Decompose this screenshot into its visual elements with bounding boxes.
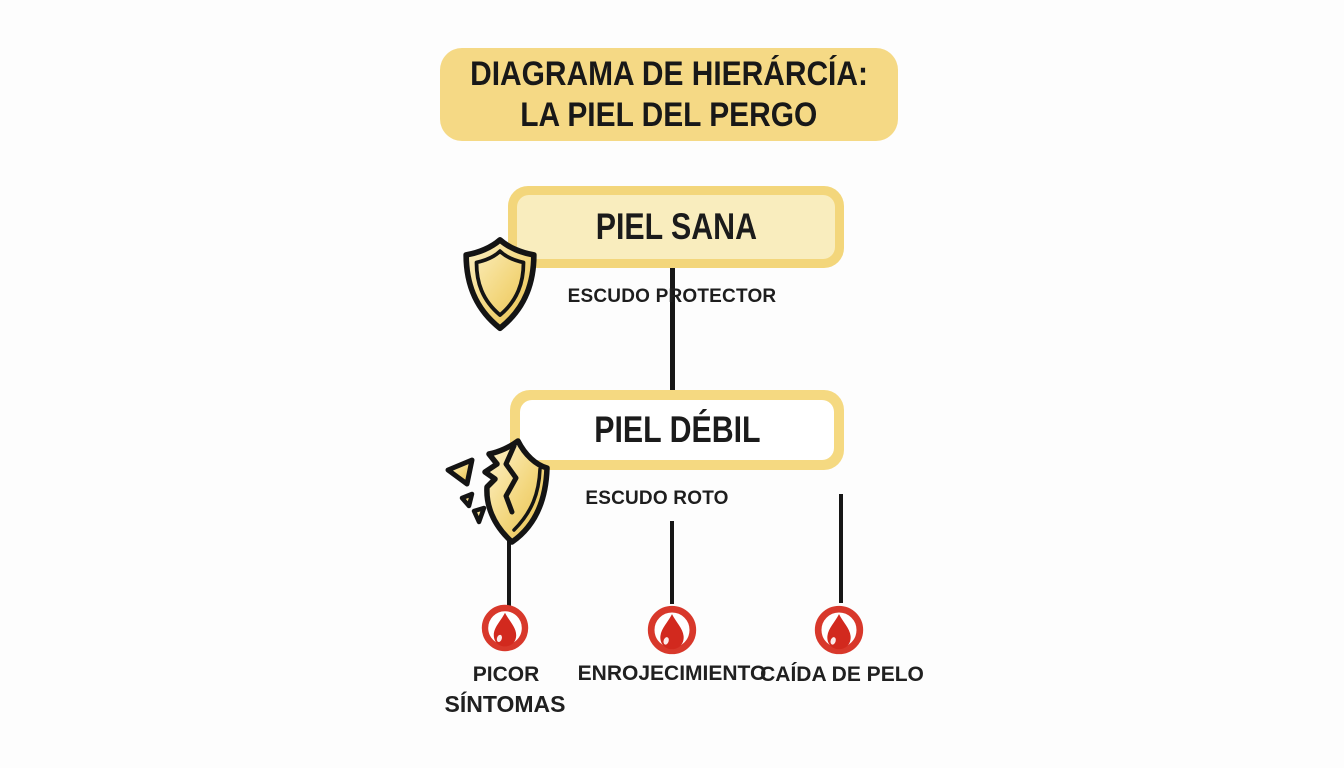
connector-to-enrojecimiento xyxy=(670,521,674,604)
blood-drop-icon-enrojecimiento xyxy=(647,605,697,655)
node-piel-sana-label: PIEL SANA xyxy=(595,206,757,247)
caption-escudo-roto: ESCUDO ROTO xyxy=(585,488,729,509)
node-piel-debil-label: PIEL DÉBIL xyxy=(593,409,761,450)
symptom-label-enrojecimiento: ENROJECIMIENTO xyxy=(577,662,767,685)
symptom-sublabel-sintomas: SÍNTOMAS xyxy=(444,691,566,717)
title-line-2: LA PIEL DEL PERGO xyxy=(520,95,818,134)
symptom-label-picor: PICOR xyxy=(472,663,540,686)
symptom-label-caida-de-pelo: CAÍDA DE PELO xyxy=(760,663,924,686)
caption-escudo-protector: ESCUDO PROTECTOR xyxy=(567,286,777,307)
connector-to-caida-de-pelo xyxy=(839,494,843,603)
blood-drop-icon-picor xyxy=(481,604,529,652)
node-piel-sana xyxy=(508,186,844,268)
broken-shield-icon xyxy=(438,438,562,550)
title-line-1: DIAGRAMA DE HIERÁRCÍA: xyxy=(470,54,868,93)
connector-root-to-child xyxy=(670,265,675,392)
title-box xyxy=(440,48,898,141)
shield-icon xyxy=(453,236,547,334)
blood-drop-icon-caida xyxy=(814,605,864,655)
